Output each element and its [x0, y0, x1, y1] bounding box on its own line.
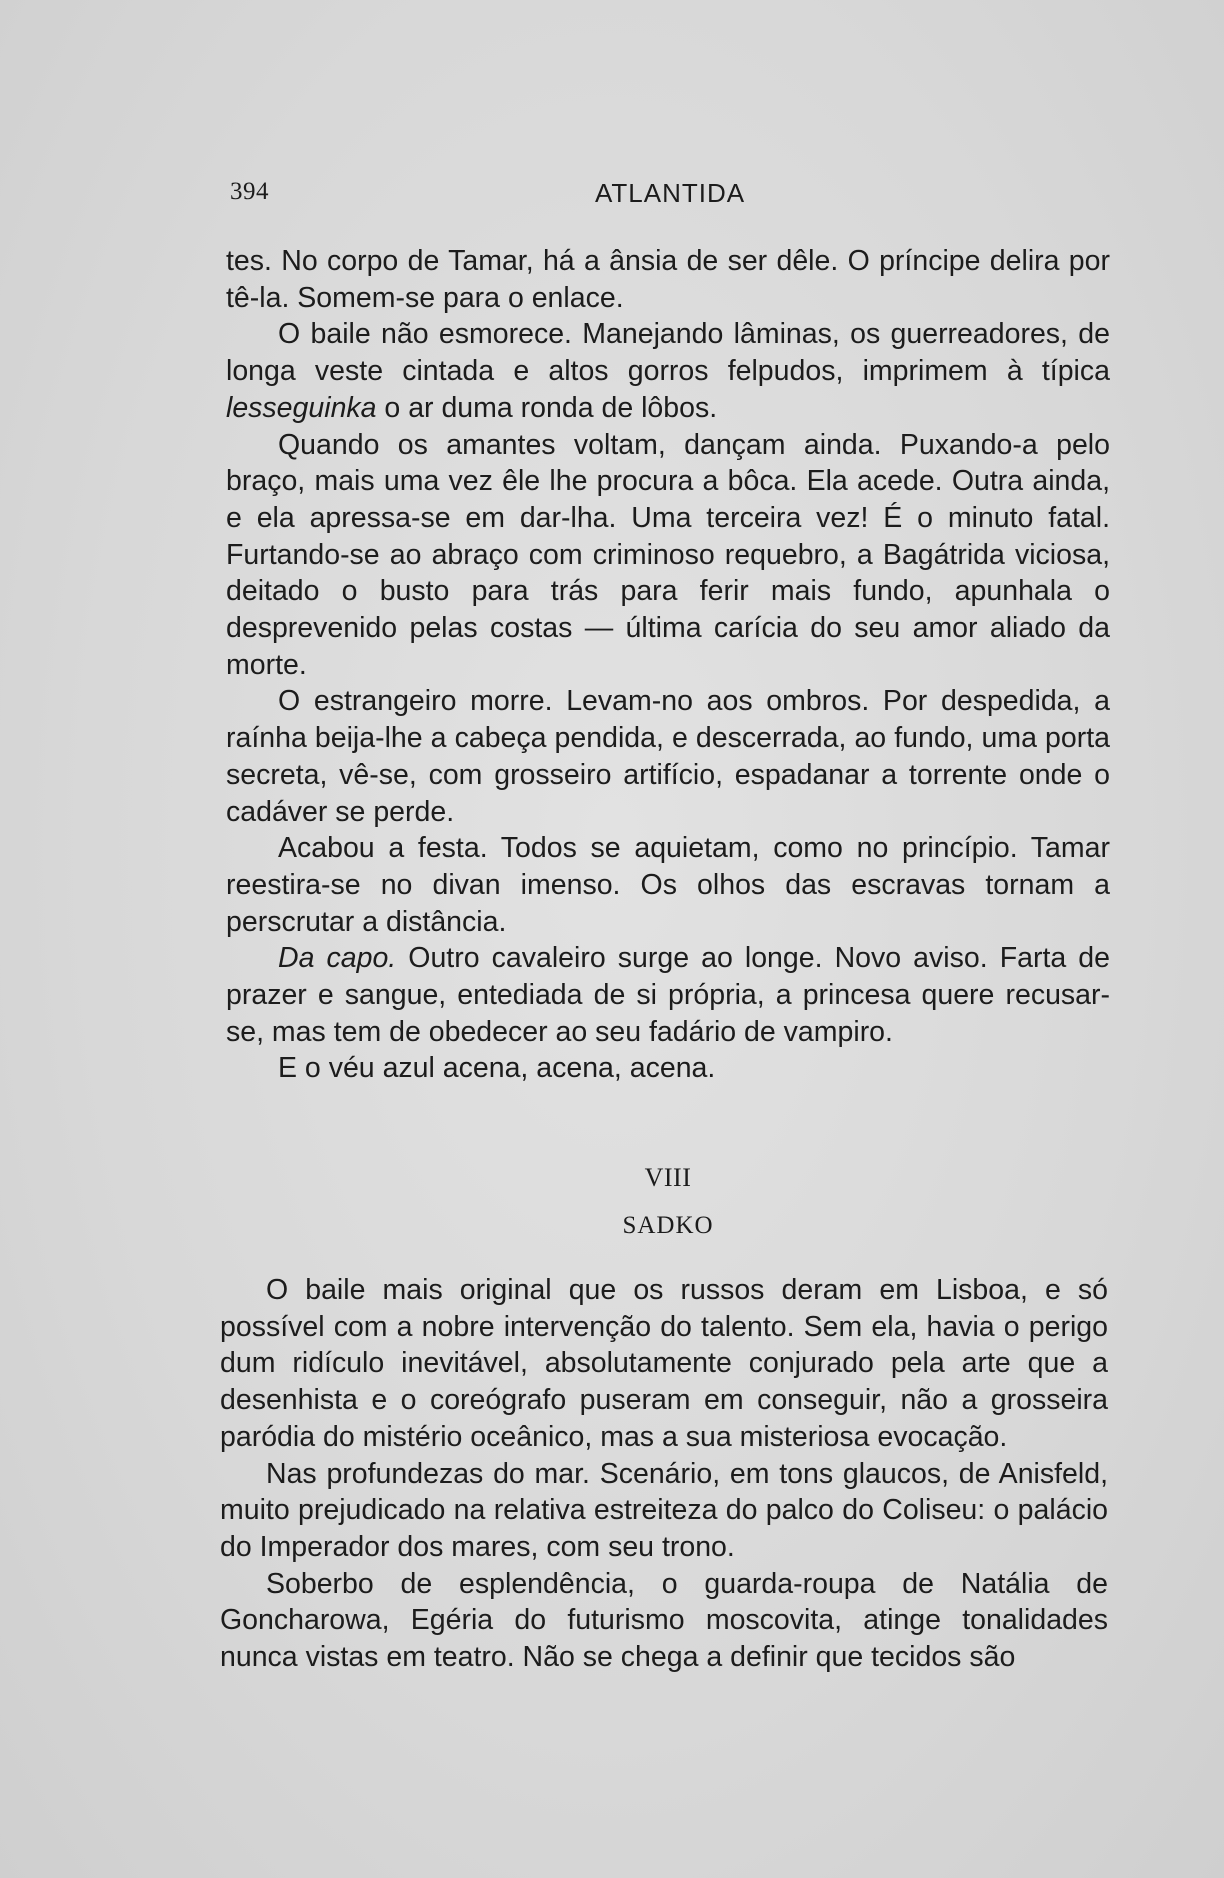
italic-term: lesseguinka — [226, 391, 377, 424]
paragraph: Acabou a festa. Todos se aquietam, como no princípio. Tamar reestira-se no divan imenso. Os olhos das escravas tornam a perscrutar a distância. — [226, 832, 1110, 938]
paragraph: O estrangeiro morre. Levam-no aos ombros. Por despedida, a raínha beija-lhe a cabeça pendida, e descerrada, ao fundo, uma porta secreta, vê-se, com grosseiro artifício, espadanar a torrente onde o cadáver se perde. — [226, 685, 1110, 828]
paragraph: O baile não esmorece. Manejando lâminas, os guerreadores, de longa veste cintada e altos gorros felpudos, imprimem à típica lesseguinka o ar duma ronda de lôbos. — [226, 318, 1110, 424]
body-text-before-section — [226, 243, 1110, 1087]
paragraph: Soberbo de esplendência, o guarda-roupa de Natália de Goncharowa, Egéria do futurismo moscovita, atinge tonalidades nunca vistas em teatro. Não se chega a definir que tecidos são — [220, 1567, 1108, 1674]
paragraph: O baile mais original que os russos deram em Lisboa, e só possível com a nobre intervenção do talento. Sem ela, havia o perigo dum ridículo inevitável, absolutamente conjurado pela arte que a desenhista e o coreógrafo puseram em conseguir, não a grosseira paródia do mistério oceânico, mas a sua misteriosa evocação. — [220, 1274, 1108, 1453]
paragraph: Nas profundezas do mar. Scenário, em tons glaucos, de Anisfeld, muito prejudicado na relativa estreiteza do palco do Coliseu: o palácio do Imperador dos mares, com seu trono. — [220, 1457, 1108, 1563]
paragraph: Da capo. Outro cavaleiro surge ao longe. Novo aviso. Farta de prazer e sangue, entediada de si própria, a princesa quere recusar-se, mas tem de obedecer ao seu fadário de vampiro. — [226, 942, 1110, 1048]
section-title: SADKO — [622, 1212, 714, 1239]
section-number: VIII — [644, 1163, 692, 1192]
page-number: 394 — [230, 178, 269, 205]
paragraph: Quando os amantes voltam, dançam ainda. Puxando-a pelo braço, mais uma vez êle lhe procura a bôca. Ela acede. Outra ainda, e ela apressa-se em dar-lha. Uma terceira vez! É o minuto fatal. Furtando-se ao abraço com criminoso requebro, a Bagátrida viciosa, deitado o busto para trás para ferir mais fundo, apunhala o desprevenido pelas costas — última carícia do seu amor aliado da morte. — [226, 428, 1110, 681]
italic-term: Da capo. — [278, 942, 397, 975]
running-head: ATLANTIDA — [595, 178, 746, 208]
paragraph: tes. No corpo de Tamar, há a ânsia de ser dêle. O príncipe delira por tê-la. Somem-se para o enlace. — [226, 245, 1110, 314]
page-header — [230, 178, 1110, 214]
body-text-after-section — [220, 1272, 1108, 1676]
paragraph: E o véu azul acena, acena, acena. — [278, 1052, 716, 1085]
